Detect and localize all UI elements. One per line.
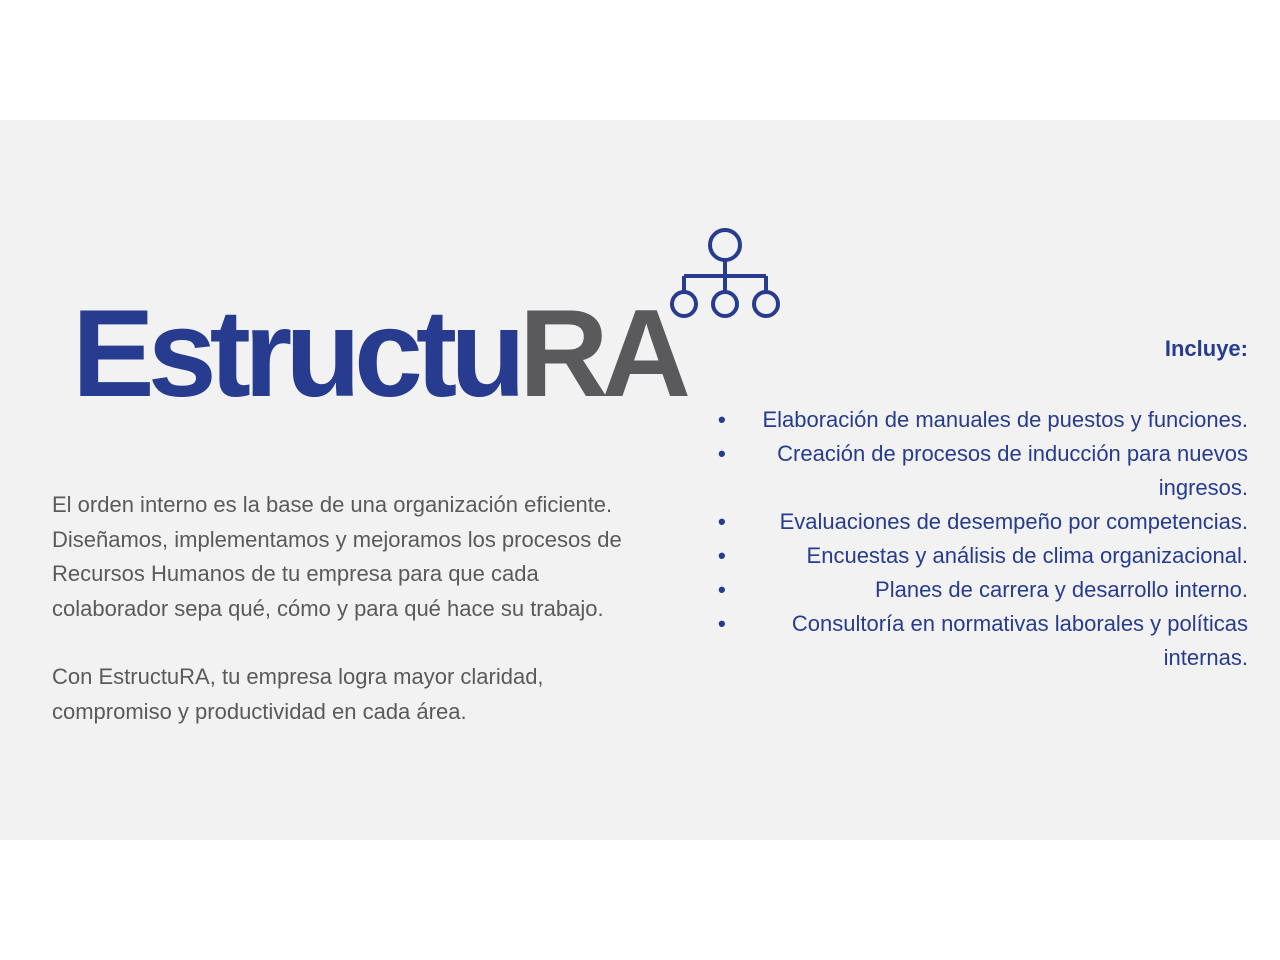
list-item [712,403,1248,437]
bullet-icon: • [718,509,726,534]
list-item [712,573,1248,607]
list-item [712,437,1248,505]
bullet-icon: • [718,577,726,602]
description [52,488,622,763]
description-paragraph-2: Con EstructuRA, tu empresa logra mayor claridad, compromiso y productividad en cada área. [52,664,544,724]
bullet-icon: • [718,407,726,432]
bullet-icon: • [718,543,726,568]
list-item [712,607,1248,675]
org-chart-icon [668,226,782,322]
includes-title: Incluye: [1164,336,1248,361]
includes-list [712,403,1248,675]
list-item-text: Planes de carrera y desarrollo interno. [875,577,1248,602]
list-item-text: Consultoría en normativas laborales y políticas internas. [791,611,1248,670]
logo-text-primary: Estructu [72,285,519,423]
bullet-icon: • [718,441,726,466]
list-item-text: Creación de procesos de inducción para nuevos ingresos. [777,441,1248,500]
brand-logo [72,285,685,423]
list-item-text: Evaluaciones de desempeño por competencias. [779,509,1248,534]
list-item-text: Encuestas y análisis de clima organizacional. [806,543,1248,568]
list-item [712,539,1248,573]
list-item-text: Elaboración de manuales de puestos y funciones. [762,407,1248,432]
logo-text-secondary: RA [518,285,685,423]
bullet-icon: • [718,611,726,636]
description-paragraph-1: El orden interno es la base de una organización eficiente. Diseñamos, implementamos y mejoramos los procesos de Recursos Humanos de tu empresa para que cada colaborador sepa qué, cómo y para qué hace su trabajo. [52,492,622,621]
list-item [712,505,1248,539]
